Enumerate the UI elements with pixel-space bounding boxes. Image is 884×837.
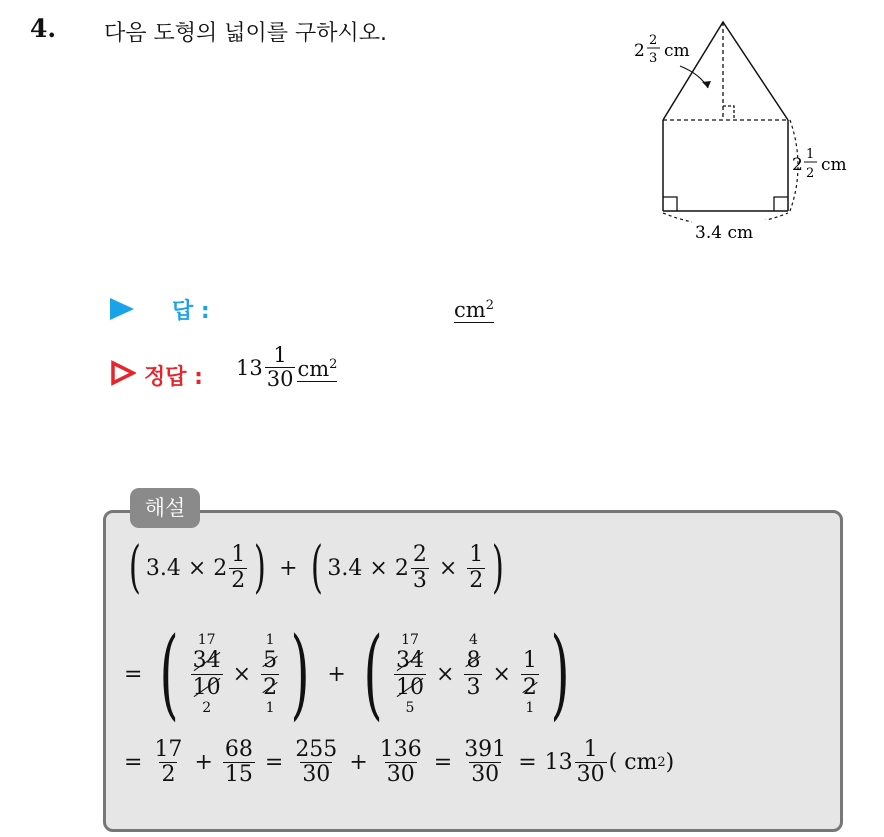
question-text: 다음 도형의 넓이를 구하시오. (104, 21, 387, 46)
question-number: 4. (30, 14, 57, 43)
explanation-line-2: = ( 17 34 10 2 × 1 5 2 1 ) + ( 17 34 10 5 × 4 8 3 × 1 2 1 ) (124, 617, 570, 731)
answer-label: 답 : (172, 299, 210, 324)
explanation-tag: 해설 (130, 488, 200, 528)
outline-triangle-icon (110, 360, 136, 386)
explanation-line-1: ( 3.4 × 2 $\frac{1}{2}$ ) + ( 3.4 × 2 $\frac{2}{3}$ × $\frac{1}{2}$ ) (128, 535, 505, 600)
answer-unit: $cm^2$ (454, 294, 494, 323)
height-num: 1 (806, 147, 815, 162)
height-unit: cm (821, 155, 847, 175)
correct-value: 13 $\frac{1}{30}$ $cm^2$ (236, 343, 338, 392)
height-whole: 2 (792, 155, 803, 175)
base-label: 3.4 cm (695, 223, 754, 243)
slant-unit: cm (664, 41, 690, 61)
right-angle-mark-top (723, 106, 734, 120)
right-angle-mark-br (774, 197, 788, 211)
correct-label: 정답 : (144, 365, 203, 390)
play-triangle-icon (110, 298, 134, 320)
height-den: 2 (806, 166, 815, 181)
right-angle-mark-bl (663, 197, 677, 211)
slant-den: 3 (649, 51, 658, 66)
explanation-line-3: = $\frac{17}{2}$ + $\frac{68}{15}$ = $\frac{255}{30}$ + $\frac{136}{30}$ = $\frac{391}{30}$ = 13 $\frac{1}{30}$ ( cm 2 ) (124, 737, 675, 788)
triangle-outline (663, 22, 788, 120)
geometry-figure (620, 16, 865, 246)
slant-num: 2 (649, 33, 658, 48)
slant-whole: 2 (634, 41, 645, 61)
